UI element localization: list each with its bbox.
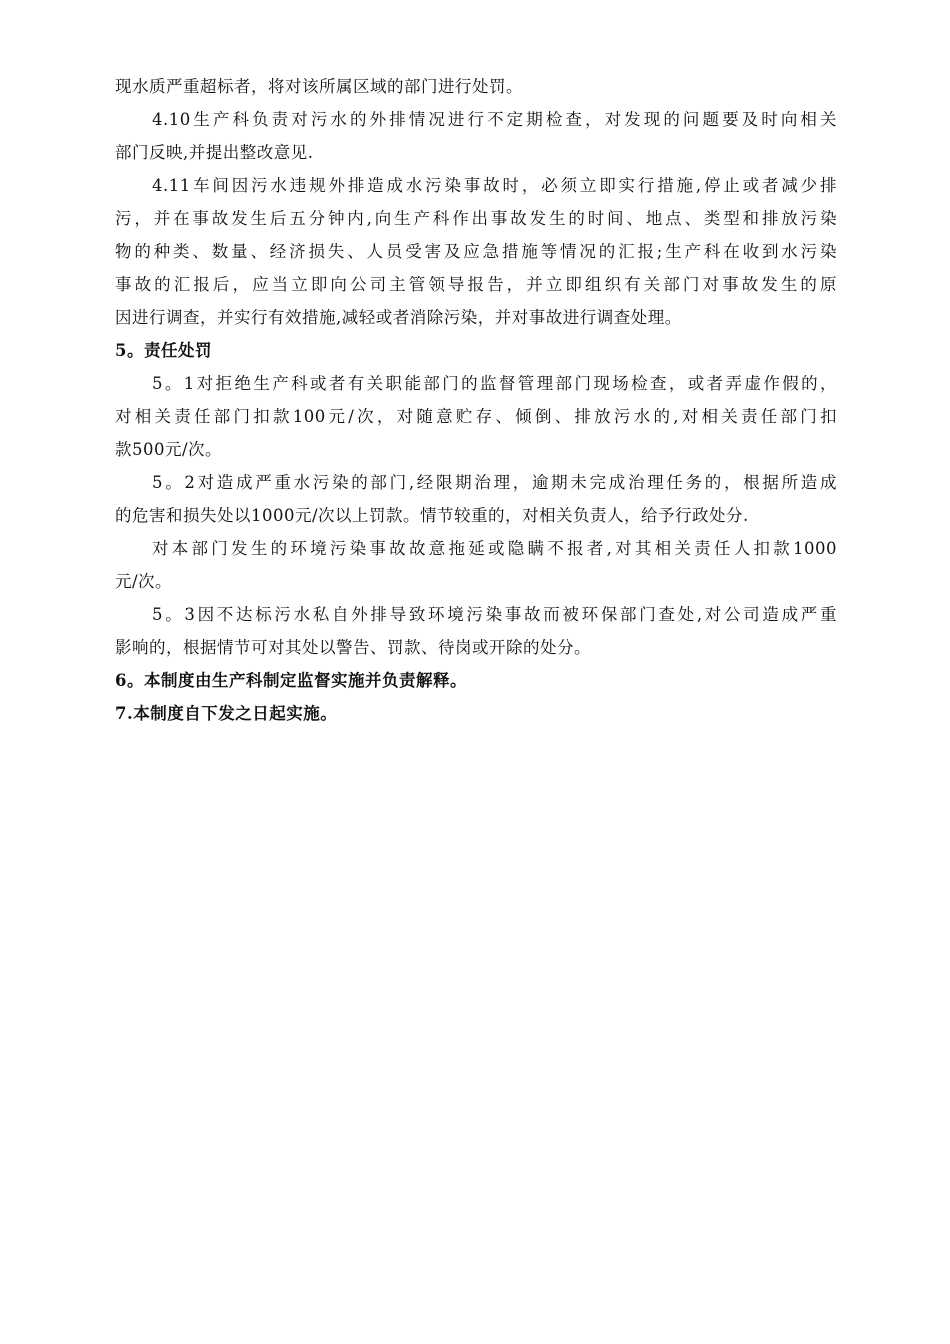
paragraph-line: 5。2对造成严重水污染的部门,经限期治理，逾期未完成治理任务的，根据所造成 [152, 473, 837, 492]
paragraph-line: 5。3因不达标污水私自外排导致环境污染事故而被环保部门查处,对公司造成严重 [152, 605, 837, 624]
document-page [115, 70, 837, 730]
section-heading [115, 664, 837, 697]
paragraph [115, 103, 837, 169]
paragraph-line: 元/次。 [115, 572, 173, 591]
paragraph [115, 466, 837, 532]
paragraph-line: 的危害和损失处以1000元/次以上罚款。情节较重的，对相关负责人，给予行政处分. [115, 506, 749, 525]
paragraph [115, 169, 837, 334]
paragraph-line: 4.10生产科负责对污水的外排情况进行不定期检查，对发现的问题要及时向相关 [152, 110, 837, 129]
heading-text: 7.本制度自下发之日起实施。 [115, 704, 338, 723]
heading-text: 6。本制度由生产科制定监督实施并负责解释。 [115, 671, 467, 690]
paragraph-line: 物的种类、数量、经济损失、人员受害及应急措施等情况的汇报;生产科在收到水污染 [115, 242, 837, 261]
paragraph [115, 532, 837, 598]
heading-text: 5。责任处罚 [115, 341, 212, 360]
paragraph [115, 598, 837, 664]
paragraph-line: 因进行调查，并实行有效措施,减轻或者消除污染，并对事故进行调查处理。 [115, 308, 682, 327]
paragraph-line: 5。1对拒绝生产科或者有关职能部门的监督管理部门现场检查，或者弄虚作假的， [152, 374, 837, 393]
paragraph-line: 部门反映,并提出整改意见. [115, 143, 314, 162]
paragraph-line: 对相关责任部门扣款100元/次，对随意贮存、倾倒、排放污水的,对相关责任部门扣 [115, 407, 837, 426]
paragraph-line: 对本部门发生的环境污染事故故意拖延或隐瞒不报者,对其相关责任人扣款1000 [152, 539, 837, 558]
paragraph-line: 款500元/次。 [115, 440, 223, 459]
section-heading [115, 697, 837, 730]
paragraph-line: 污，并在事故发生后五分钟内,向生产科作出事故发生的时间、地点、类型和排放污染 [115, 209, 837, 228]
paragraph-line: 事故的汇报后，应当立即向公司主管领导报告，并立即组织有关部门对事故发生的原 [115, 275, 837, 294]
paragraph [115, 367, 837, 466]
paragraph [115, 70, 837, 103]
section-heading [115, 334, 837, 367]
paragraph-line: 现水质严重超标者，将对该所属区域的部门进行处罚。 [115, 77, 523, 96]
paragraph-line: 影响的，根据情节可对其处以警告、罚款、待岗或开除的处分。 [115, 638, 591, 657]
paragraph-line: 4.11车间因污水违规外排造成水污染事故时，必须立即实行措施,停止或者减少排 [152, 176, 837, 195]
